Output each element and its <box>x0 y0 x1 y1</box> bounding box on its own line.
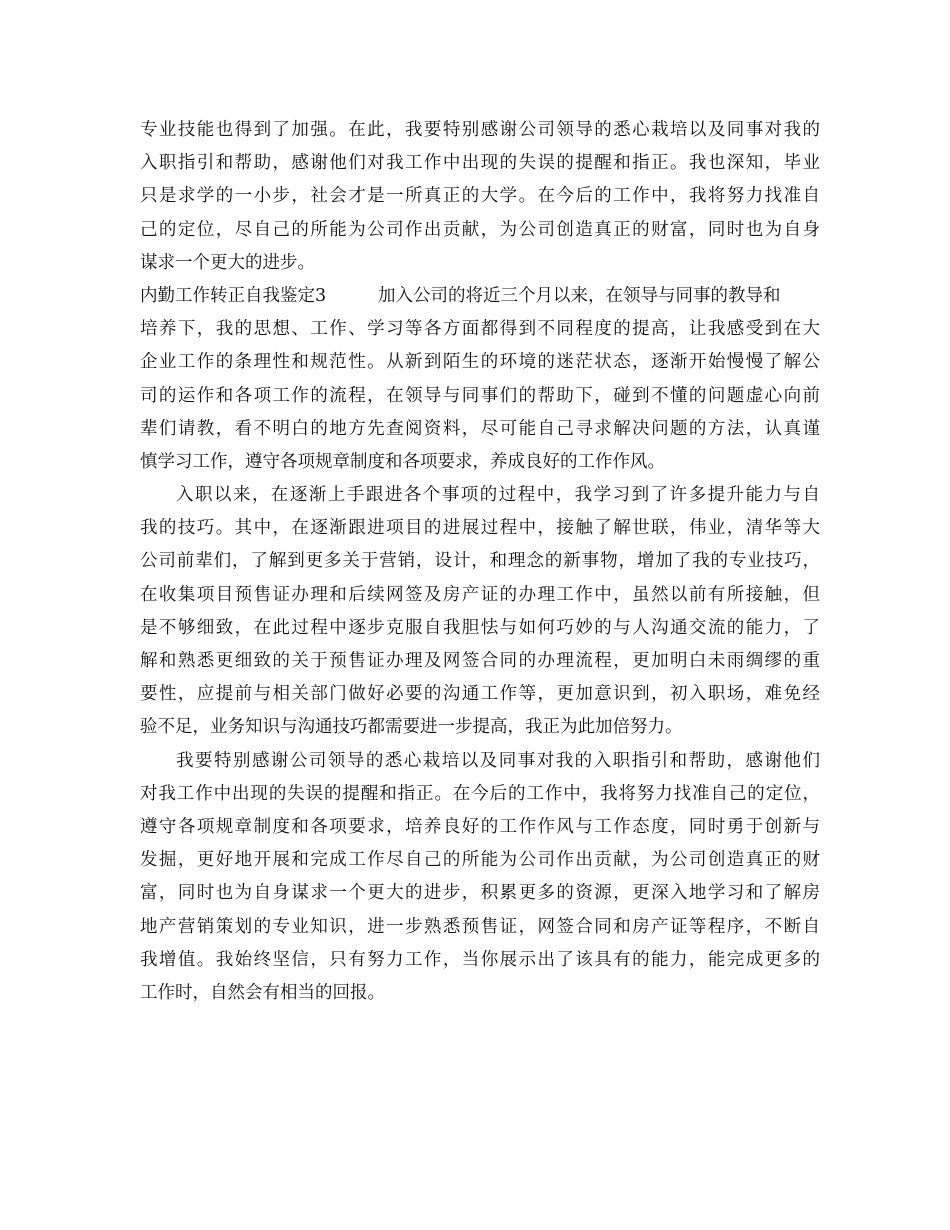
text-line: 企业工作的条理性和规范性。从新到陌生的环境的迷茫状态，逐渐开始慢慢了解公 <box>140 352 820 373</box>
text-line: 地产营销策划的专业知识，进一步熟悉预售证，网签合同和房产证等程序，不断自 <box>140 916 820 937</box>
text-line: 我要特别感谢公司领导的悉心栽培以及同事对我的入职指引和帮助，感谢他们 <box>176 750 820 771</box>
text-line: 入职指引和帮助，感谢他们对我工作中出现的失误的提醒和指正。我也深知，毕业 <box>140 153 820 174</box>
text-line: 验不足，业务知识与沟通技巧都需要进一步提高，我正为此加倍努力。 <box>140 717 683 738</box>
text-line: 己的定位，尽自己的所能为公司作出贡献，为公司创造真正的财富，同时也为自身 <box>140 219 820 240</box>
text-line: 公司前辈们，了解到更多关于营销，设计，和理念的新事物，增加了我的专业技巧， <box>140 551 820 572</box>
text-line: 我增值。我始终坚信，只有努力工作，当你展示出了该具有的能力，能完成更多的 <box>140 949 820 970</box>
text-line: 慎学习工作，遵守各项规章制度和各项要求，养成良好的工作作风。 <box>140 451 665 472</box>
text-line: 解和熟悉更细致的关于预售证办理及网签合同的办理流程，更加明白未雨绸缪的重 <box>140 651 820 671</box>
text-line: 我的技巧。其中，在逐渐跟进项目的进展过程中，接触了解世联，伟业，清华等大 <box>140 518 820 539</box>
text-line: 司的运作和各项工作的流程，在领导与同事们的帮助下，碰到不懂的问题虚心向前 <box>140 385 820 406</box>
text-line: 专业技能也得到了加强。在此，我要特别感谢公司领导的悉心栽培以及同事对我的 <box>140 120 820 140</box>
text-line: 是不够细致，在此过程中逐步克服自我胆怯与如何巧妙的与人沟通交流的能力，了 <box>140 617 820 638</box>
text-line: 发掘，更好地开展和完成工作尽自己的所能为公司作出贡献，为公司创造真正的财 <box>140 850 820 871</box>
text-line: 对我工作中出现的失误的提醒和指正。在今后的工作中，我将努力找准自己的定位， <box>140 783 820 804</box>
text-line: 只是求学的一小步，社会才是一所真正的大学。在今后的工作中，我将努力找准自 <box>140 186 820 207</box>
text-line: 加入公司的将近三个月以来，在领导与同事的教导和 <box>378 285 781 306</box>
text-line: 谋求一个更大的进步。 <box>140 252 315 273</box>
text-line: 在收集项目预售证办理和后续网签及房产证的办理工作中，虽然以前有所接触，但 <box>140 584 820 605</box>
text-line: 遵守各项规章制度和各项要求，培养良好的工作作风与工作态度，同时勇于创新与 <box>140 816 820 837</box>
section-heading: 内勤工作转正自我鉴定3 <box>140 285 327 306</box>
section-heading-line <box>140 280 820 313</box>
text-line: 入职以来，在逐渐上手跟进各个事项的过程中，我学习到了许多提升能力与自 <box>176 485 820 506</box>
text-line: 富，同时也为自身谋求一个更大的进步，积累更多的资源，更深入地学习和了解房 <box>140 883 820 904</box>
document-body <box>140 114 820 1010</box>
text-line: 辈们请教，看不明白的地方先查阅资料，尽可能自己寻求解决问题的方法，认真谨 <box>140 418 820 439</box>
text-line: 培养下，我的思想、工作、学习等各方面都得到不同程度的提高，让我感受到在大 <box>140 319 820 340</box>
text-line: 要性，应提前与相关部门做好必要的沟通工作等，更加意识到，初入职场，难免经 <box>140 684 820 705</box>
text-line: 工作时，自然会有相当的回报。 <box>140 982 385 1003</box>
